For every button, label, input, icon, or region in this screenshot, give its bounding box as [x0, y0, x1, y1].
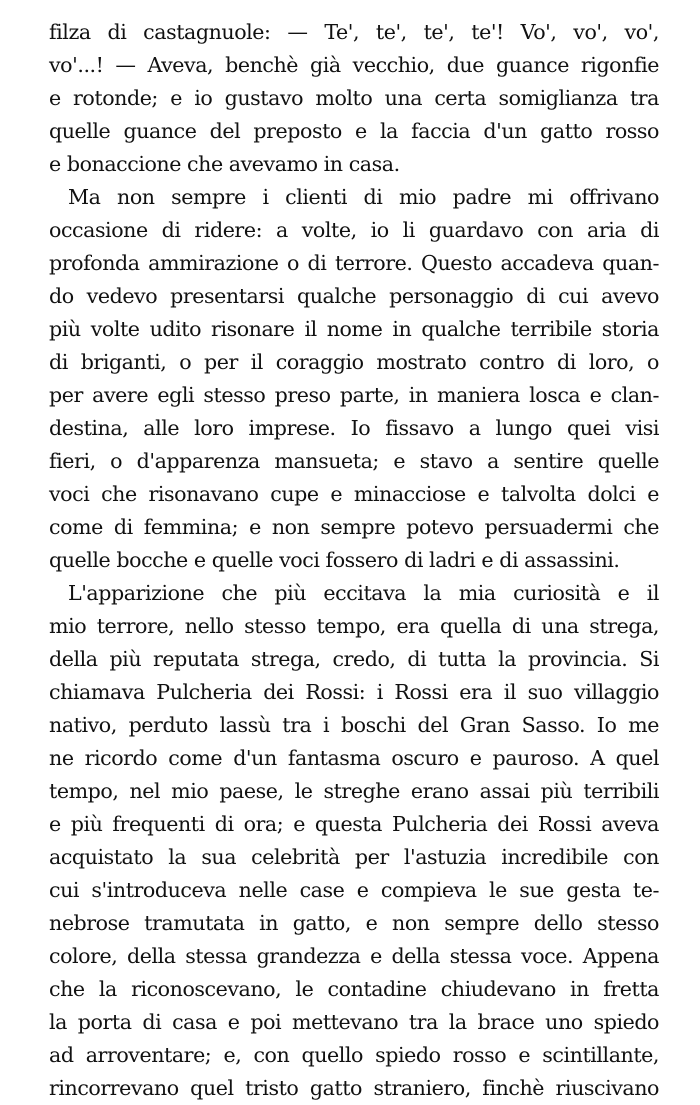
- text-line: voci che risonavano cupe e minacciose e talvolta dolci e: [49, 482, 659, 506]
- text-line: la porta di casa e poi mettevano tra la brace uno spiedo: [49, 1010, 659, 1034]
- text-line: nebrose tramutata in gatto, e non sempre dello stesso: [49, 911, 659, 935]
- paragraph-1: [49, 16, 659, 181]
- text-line: fieri, o d'apparenza mansueta; e stavo a sentire quelle: [49, 449, 659, 473]
- text-line: della più reputata strega, credo, di tutta la provincia. Si: [49, 647, 659, 671]
- text-line: quelle bocche e quelle voci fossero di ladri e di assassini.: [49, 548, 620, 572]
- text-line: ad arroventare; e, con quello spiedo rosso e scintillante,: [49, 1043, 659, 1067]
- text-line: come di femmina; e non sempre potevo persuadermi che: [49, 515, 659, 539]
- text-line: per avere egli stesso preso parte, in maniera losca e clan-: [49, 383, 659, 407]
- text-line: do vedevo presentarsi qualche personaggio di cui avevo: [49, 284, 659, 308]
- text-line: chiamava Pulcheria dei Rossi: i Rossi era il suo villaggio: [49, 680, 659, 704]
- text-line: cui s'introduceva nelle case e compieva le sue gesta te-: [49, 878, 659, 902]
- text-line: e bonaccione che avevamo in casa.: [49, 152, 400, 176]
- text-line: che la riconoscevano, le contadine chiudevano in fretta: [49, 977, 659, 1001]
- text-line: filza di castagnuole: — Te', te', te', te'! Vo', vo', vo',: [49, 20, 659, 44]
- text-line: rincorrevano quel tristo gatto straniero, finchè riuscivano: [49, 1076, 659, 1100]
- text-line: nativo, perduto lassù tra i boschi del Gran Sasso. Io me: [49, 713, 659, 737]
- text-line: destina, alle loro imprese. Io fissavo a lungo quei visi: [49, 416, 659, 440]
- text-line: più volte udito risonare il nome in qualche terribile storia: [49, 317, 659, 341]
- text-line: quelle guance del preposto e la faccia d'un gatto rosso: [49, 119, 659, 143]
- text-line: e rotonde; e io gustavo molto una certa somiglianza tra: [49, 86, 659, 110]
- text-line: mio terrore, nello stesso tempo, era quella di una strega,: [49, 614, 659, 638]
- text-line: acquistato la sua celebrità per l'astuzia incredibile con: [49, 845, 659, 869]
- text-line: Ma non sempre i clienti di mio padre mi offrivano: [68, 185, 659, 209]
- text-line: L'apparizione che più eccitava la mia curiosità e il: [68, 581, 659, 605]
- text-line: profonda ammirazione o di terrore. Questo accadeva quan-: [49, 251, 659, 275]
- text-line: di briganti, o per il coraggio mostrato contro di loro, o: [49, 350, 659, 374]
- body-text: [49, 16, 659, 1105]
- text-line: vo'...! — Aveva, benchè già vecchio, due guance rigonfie: [49, 53, 659, 77]
- text-line: tempo, nel mio paese, le streghe erano assai più terribili: [49, 779, 659, 803]
- text-line: colore, della stessa grandezza e della stessa voce. Appena: [49, 944, 659, 968]
- paragraph-3: [49, 577, 659, 1105]
- paragraph-2: [49, 181, 659, 577]
- text-line: ne ricordo come d'un fantasma oscuro e pauroso. A quel: [49, 746, 659, 770]
- text-line: e più frequenti di ora; e questa Pulcheria dei Rossi aveva: [49, 812, 659, 836]
- text-line: occasione di ridere: a volte, io li guardavo con aria di: [49, 218, 659, 242]
